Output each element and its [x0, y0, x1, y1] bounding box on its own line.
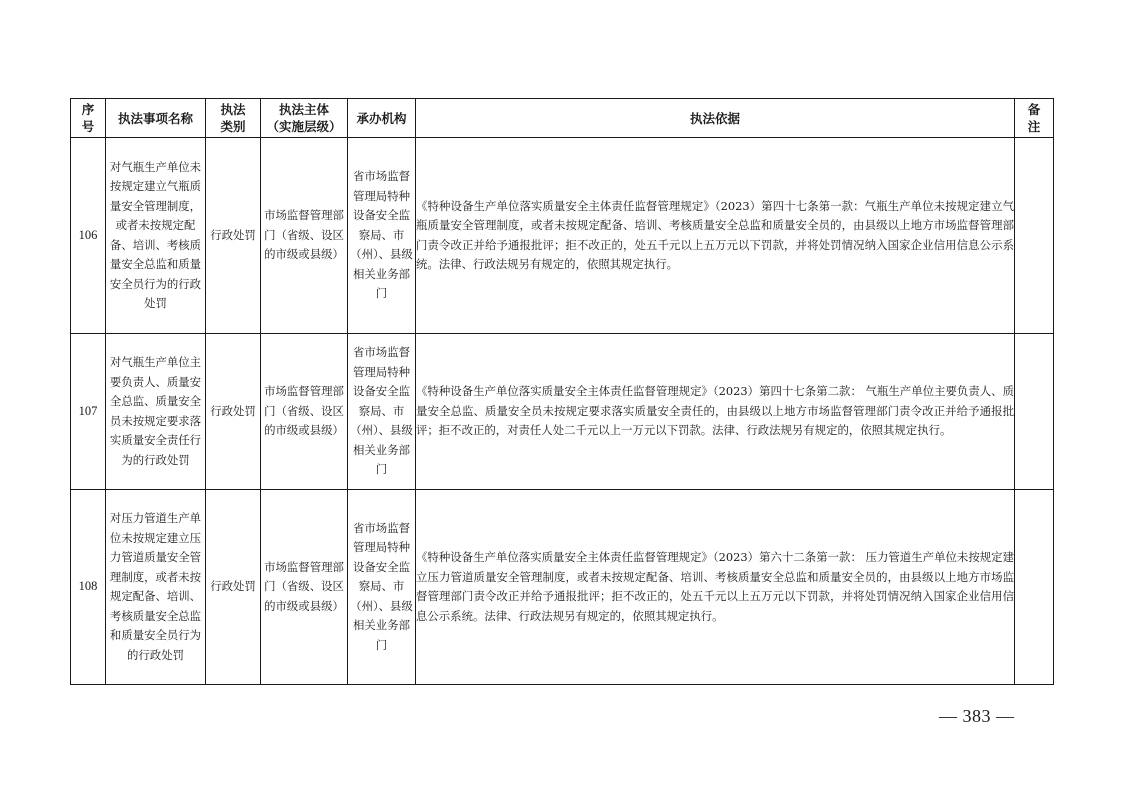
- row-item-name: 对气瓶生产单位未按规定建立气瓶质量安全管理制度，或者未按规定配备、培训、考核质量安全总监和质量安全员行为的行政处罚: [106, 138, 206, 334]
- header-org: 承办机构: [348, 99, 416, 138]
- row-basis: 《特种设备生产单位落实质量安全主体责任监督管理规定》（2023）第六十二条第一款： 压力管道生产单位未按规定建立压力管道质量安全管理制度，或者未按规定配备、培训、考核质量安全总监和质量安全员的，由县级以上地方市场监督管理部门责令改正并给予通报批评；拒不改正的，处五千元以上五万元以下罚款，并将处罚情况纳入国家企业信用信息公示系统。法律、行政法规另有规定的，依照其规定执行。: [416, 490, 1015, 685]
- row-org: 省市场监督管理局特种设备安全监察局、市（州）、县级相关业务部门: [348, 334, 416, 490]
- table-header-row: [71, 99, 1054, 138]
- row-subject: 市场监督管理部门（省级、设区的市级或县级）: [261, 138, 348, 334]
- row-category: 行政处罚: [206, 138, 261, 334]
- row-remark: [1015, 138, 1054, 334]
- row-category: 行政处罚: [206, 490, 261, 685]
- row-remark: [1015, 334, 1054, 490]
- row-remark: [1015, 490, 1054, 685]
- table-row: [71, 334, 1054, 490]
- row-category: 行政处罚: [206, 334, 261, 490]
- header-remark: 备 注: [1015, 99, 1054, 138]
- row-no: 108: [71, 490, 106, 685]
- header-category: 执法 类别: [206, 99, 261, 138]
- header-basis: 执法依据: [416, 99, 1015, 138]
- row-basis: 《特种设备生产单位落实质量安全主体责任监督管理规定》（2023）第四十七条第二款： 气瓶生产单位主要负责人、质量安全总监、质量安全员未按规定要求落实质量安全责任的，由县级以上地方市场监督管理部门责令改正并给予通报批评；拒不改正的，对责任人处二千元以上一万元以下罚款。法律、行政法规另有规定的，依照其规定执行。: [416, 334, 1015, 490]
- enforcement-table: [70, 98, 1054, 685]
- row-subject: 市场监督管理部门（省级、设区的市级或县级）: [261, 334, 348, 490]
- header-subject: 执法主体 （实施层级）: [261, 99, 348, 138]
- row-org: 省市场监督管理局特种设备安全监察局、市（州）、县级相关业务部门: [348, 490, 416, 685]
- table-row: [71, 490, 1054, 685]
- row-org: 省市场监督管理局特种设备安全监察局、市（州）、县级相关业务部门: [348, 138, 416, 334]
- row-no: 107: [71, 334, 106, 490]
- row-subject: 市场监督管理部门（省级、设区的市级或县级）: [261, 490, 348, 685]
- row-basis: 《特种设备生产单位落实质量安全主体责任监督管理规定》（2023）第四十七条第一款：气瓶生产单位未按规定建立气瓶质量安全管理制度，或者未按规定配备、培训、考核质量安全总监和质量安全员的，由县级以上地方市场监督管理部门责令改正并给予通报批评；拒不改正的，处五千元以上五万元以下罚款，并将处罚情况纳入国家企业信用信息公示系统。法律、行政法规另有规定的，依照其规定执行。: [416, 138, 1015, 334]
- table-row: [71, 138, 1054, 334]
- header-name: 执法事项名称: [106, 99, 206, 138]
- page-number: — 383 —: [939, 706, 1015, 726]
- row-no: 106: [71, 138, 106, 334]
- header-no: 序 号: [71, 99, 106, 138]
- row-item-name: 对气瓶生产单位主要负责人、质量安全总监、质量安全员未按规定要求落实质量安全责任行为的行政处罚: [106, 334, 206, 490]
- row-item-name: 对压力管道生产单位未按规定建立压力管道质量安全管理制度，或者未按规定配备、培训、考核质量安全总监和质量安全员行为的行政处罚: [106, 490, 206, 685]
